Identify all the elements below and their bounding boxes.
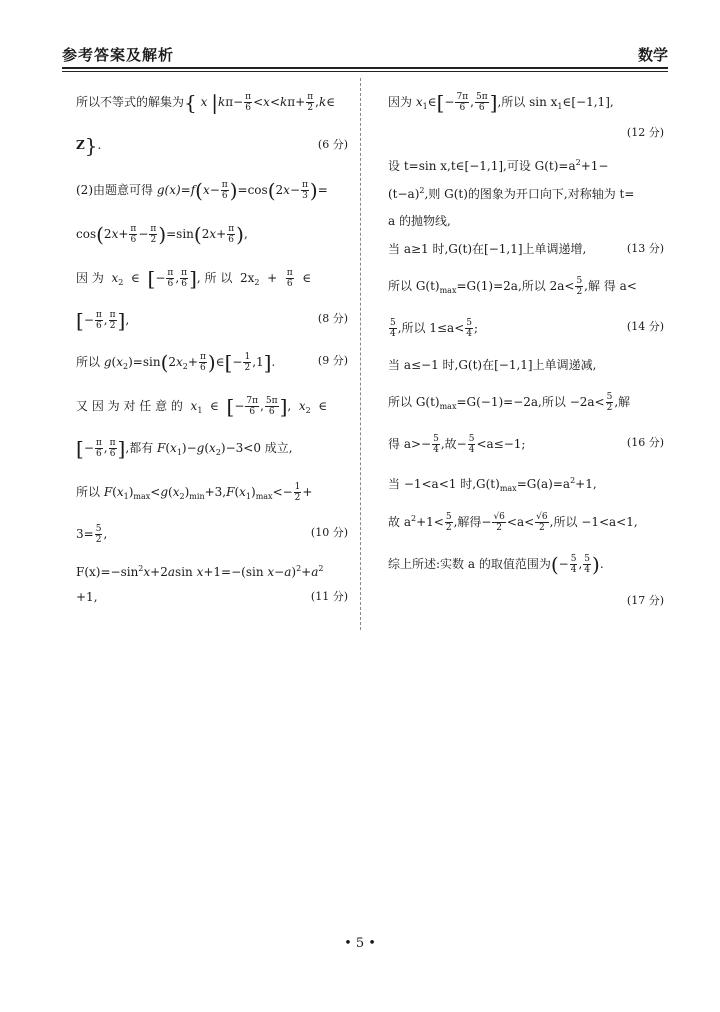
- score-11: (11 分): [310, 590, 348, 603]
- line-g-x2: 所以 $g(x_2)=\sin(2x_2+$ $\frac{\pi}{6}$ )∈[− $\frac{1}{2}$ ,1].: [76, 350, 276, 375]
- line-conclusion: 综上所述:实数 a 的取值范围为(− $\frac{5}{4}$ , $\frac{5}{4}$ ).: [388, 552, 604, 577]
- line-because-x2: 因 为 $x_2$ ∈ [− $\frac{\pi}{6}$ , $\frac{\pi}{6}$ ], 所 以 $2x_2$ + $\frac{\pi}{6}$ ∈: [76, 266, 312, 291]
- line-case3-result: 故 $a^2+1<$ $\frac{5}{2}$ ,解得− $\frac{√6}{2}$ <a< $\frac{√6}{2}$ ,所以 −1<a<1,: [388, 512, 638, 533]
- line-for-any: 又 因 为 对 任 意 的 $x_1$ ∈ [− $\frac{7\pi}{6}$ , $\frac{5\pi}{6}$ ], $x_2$ ∈: [76, 394, 328, 419]
- line-axis: a 的抛物线,: [388, 214, 451, 228]
- header-subject: 数学: [637, 46, 668, 64]
- line-3eq: 3= $\frac{5}{2}$ ,: [76, 524, 108, 545]
- line-all-hold: [− $\frac{\pi}{6}$ , $\frac{\pi}{6}$ ],都有 $F(x_1)-g(x_2)-3<0$ 成立,: [76, 436, 293, 461]
- line-range: [− $\frac{\pi}{6}$ , $\frac{\pi}{2}$ ],: [76, 308, 130, 333]
- column-divider: [360, 78, 361, 630]
- page-number: • 5 •: [344, 936, 376, 951]
- score-10: (10 分): [310, 526, 348, 539]
- page-header: [62, 44, 668, 64]
- score-12: (12 分): [626, 126, 664, 139]
- line-solution-set: 所以不等式的解集为{ x |kπ− $\frac{\pi}{6}$ <x<kπ+ $\frac{\pi}{2}$ ,k∈: [76, 90, 336, 115]
- line-z: Z}.: [76, 133, 102, 158]
- line-x1-range: 因为 $x_1\in[-$ $\frac{7\pi}{6}$ , $\frac{5\pi}{6}$ ],所以 $\sin x_1\in[-1,1]$,: [388, 90, 614, 115]
- score-9: (9 分): [317, 354, 348, 367]
- line-cos: cos(2x+ $\frac{\pi}{6}$ − $\frac{\pi}{2}$ )=sin(2x+ $\frac{\pi}{6}$ ),: [76, 222, 248, 247]
- header-title: 参考答案及解析: [62, 46, 175, 64]
- line-case2: 当 a≤−1 时,G(t)在[−1,1]上单调递减,: [388, 358, 597, 372]
- score-14: (14 分): [626, 320, 664, 333]
- score-13: (13 分): [626, 242, 664, 255]
- right-column: [388, 84, 664, 614]
- score-16: (16 分): [626, 436, 664, 449]
- line-case1-max: 所以 $G(t)_{max}=G(1)=2a$,所以 2a< $\frac{5}{2}$ ,解 得 a<: [388, 276, 637, 297]
- header-rule-thick: [62, 67, 668, 69]
- line-plus1: +1,: [76, 590, 98, 604]
- line-case2-result: 得 a>− $\frac{5}{4}$ ,故− $\frac{5}{4}$ <a≤−1;: [388, 434, 526, 455]
- line-set-t: 设 t=sin x,t∈[−1,1],可设 $G(t)=a^2+1-$: [388, 158, 609, 173]
- line-case3: 当 −1<a<1 时$,G(t)_{max}=G(a)=a^2+1$,: [388, 476, 597, 493]
- score-17: (17 分): [626, 594, 664, 607]
- line-max: 所以 $F(x_1)_{max}<g(x_2)_{min}+3,F(x_1)_{max}<-$ $\frac{1}{2}$ +: [76, 482, 313, 503]
- line-parabola: $(t-a)^2$,则 G(t)的图象为开口向下,对称轴为 t=: [388, 186, 635, 201]
- score-8: (8 分): [317, 312, 348, 325]
- line-case1-result: $\frac{5}{4}$ ,所以 1≤a< $\frac{5}{4}$ ;: [390, 318, 479, 339]
- line-F-def: $F(x)=-\sin^2x+2asin$ x+1=−(sin $x-a)^2+a^2$: [76, 564, 324, 579]
- line-case1: 当 a≥1 时,G(t)在[−1,1]上单调递增,: [388, 242, 587, 256]
- left-column: [76, 84, 348, 614]
- line-case2-max: 所以 $G(t)_{max}=G(-1)=-2a$,所以 −2a< $\frac{5}{2}$ ,解: [388, 392, 631, 413]
- line-g-def: (2)由题意可得 g(x)=f(x− $\frac{\pi}{6}$ )=cos(2x− $\frac{\pi}{3}$ )=: [76, 178, 328, 203]
- header-rule-thin: [62, 71, 668, 72]
- score-6: (6 分): [317, 138, 348, 151]
